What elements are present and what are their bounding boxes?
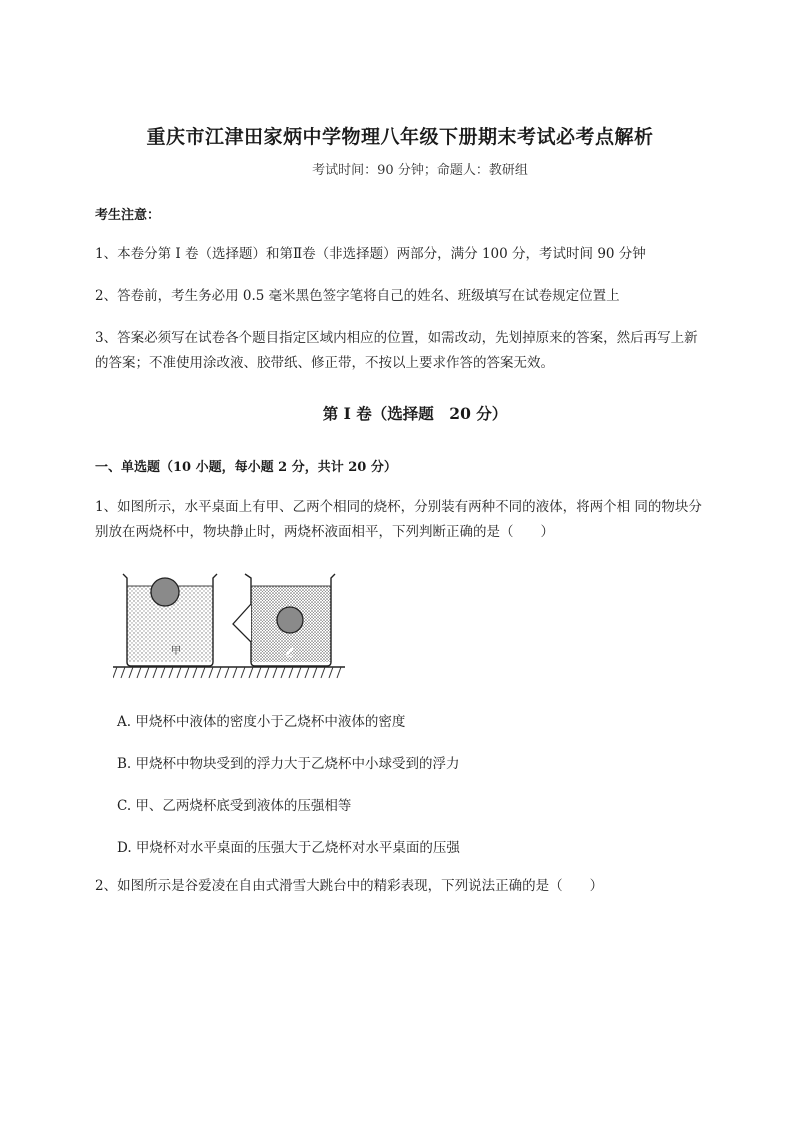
part-heading: 一、单选题（10 小题，每小题 2 分，共计 20 分） [95,460,397,475]
question-1-option-c[interactable]: C. 甲、乙两烧杯底受到液体的压强相等 [117,798,352,814]
notice-heading: 考生注意： [95,208,161,223]
beakers-diagram [113,568,345,682]
question-2-stem: 2、如图所示是谷爱凌在自由式滑雪大跳台中的精彩表现，下列说法正确的是（ ） [95,878,604,894]
question-1-option-a[interactable]: A. 甲烧杯中液体的密度小于乙烧杯中液体的密度 [117,714,406,730]
section-title: 第 I 卷（选择题 20 分） [322,404,508,423]
question-1-option-d[interactable]: D. 甲烧杯对水平桌面的压强大于乙烧杯对水平桌面的压强 [117,840,460,856]
notice-item-1: 1、本卷分第 I 卷（选择题）和第Ⅱ卷（非选择题）两部分，满分 100 分，考试时间 90 分钟 [95,246,646,262]
page-subtitle: 考试时间：90 分钟；命题人：教研组 [312,163,528,178]
question-1-option-b[interactable]: B. 甲烧杯中物块受到的浮力大于乙烧杯中小球受到的浮力 [117,756,460,772]
page-title: 重庆市江津田家炳中学物理八年级下册期末考试必考点解析 [146,126,654,148]
block-left [151,578,179,606]
beaker-right-label: 乙 [285,649,295,659]
beaker-left [123,574,217,666]
table-hatching [113,667,341,678]
notice-item-3: 3、答案必须写在试卷各个题目指定区域内相应的位置，如需改动，先划掉原来的答案，然后再写上新的答案；不准使用涂改液、胶带纸、修正带，不按以上要求作答的答案无效。 [95,330,698,371]
question-1-figure [113,568,345,686]
block-right [277,607,303,633]
beaker-right [233,574,335,666]
question-1-stem: 1、如图所示，水平桌面上有甲、乙两个相同的烧杯，分别装有两种不同的液体，将两个相 同的物块分别放在两烧杯中，物块静止时，两烧杯液面相平，下列判断正确的是（ ） [95,499,702,540]
notice-item-2: 2、答卷前，考生务必用 0.5 毫米黑色签字笔将自己的姓名、班级填写在试卷规定位置上 [95,288,620,304]
beaker-left-label: 甲 [171,646,181,657]
